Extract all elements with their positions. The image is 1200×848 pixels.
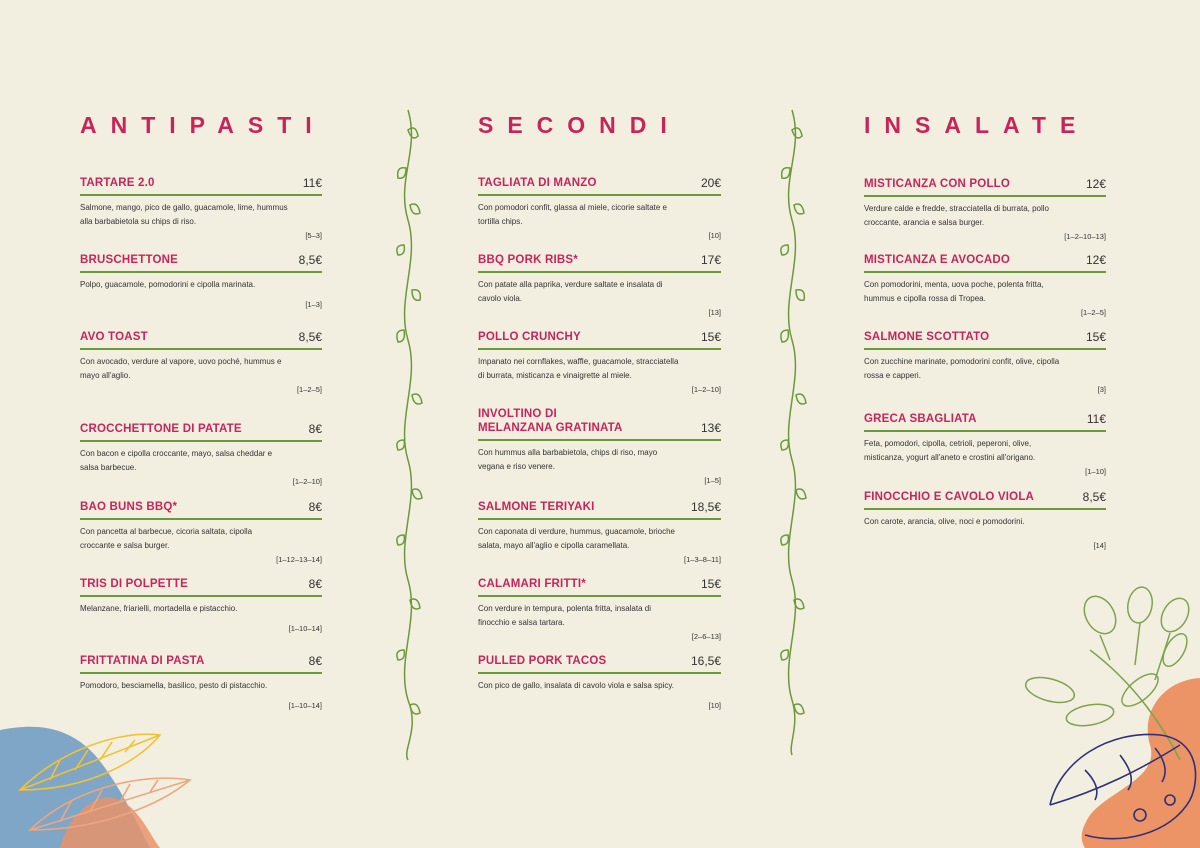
- menu-item-price: 18,5€: [690, 500, 721, 514]
- menu-item-description: Verdure calde e fredde, stracciatella di burrata, pollo croccante, arancia e salsa burger.: [864, 204, 1049, 227]
- menu-item-allergens: [1–2–5]: [1080, 308, 1106, 317]
- menu-item-name: MISTICANZA E AVOCADO: [864, 254, 1011, 266]
- menu-item-header: [80, 330, 322, 350]
- menu-item-description: Con pomodorini, menta, uova poche, polenta fritta, hummus e cipolla rossa di Tropea.: [864, 280, 1044, 303]
- menu-item-name: AVO TOAST: [80, 331, 148, 343]
- menu-item-allergens: [1–2–10–13]: [1064, 232, 1106, 241]
- menu-item-name: MISTICANZA CON POLLO: [864, 178, 1011, 190]
- menu-item-allergens: [14]: [1093, 541, 1106, 550]
- menu-item-price: 8€: [308, 422, 322, 436]
- menu-item-header: [478, 654, 721, 674]
- menu-item-allergens: [1–3–8–11]: [684, 555, 721, 564]
- menu-item-description: Polpo, guacamole, pomodorini e cipolla marinata.: [80, 280, 256, 289]
- menu-item-name: BRUSCHETTONE: [80, 254, 179, 266]
- menu-item-price: 11€: [1086, 412, 1106, 426]
- menu-item-header: [478, 253, 721, 273]
- menu-item-price: 11€: [302, 176, 322, 190]
- menu-item-name: INVOLTINO DI MELANZANA GRATINATA: [478, 408, 623, 434]
- vine-divider-left-icon: [397, 110, 422, 760]
- menu-item-description: Con carote, arancia, olive, noci e pomodorini.: [864, 517, 1025, 526]
- orange-blob-shape: [60, 797, 160, 848]
- menu-item-allergens: [5–3]: [305, 231, 322, 240]
- menu-item-price: 16,5€: [690, 654, 721, 668]
- menu-item-header: [478, 330, 721, 350]
- menu-item-header: [864, 330, 1106, 350]
- menu-item: [80, 577, 322, 634]
- menu-item-description: Con pomodori confit, glassa al miele, cicorie saltate e tortilla chips.: [478, 203, 667, 226]
- menu-item-header: [864, 412, 1106, 432]
- menu-item-name: FRITTATINA DI PASTA: [80, 655, 205, 667]
- menu-item-description: Feta, pomodori, cipolla, cetrioli, peperoni, olive, misticanza, yogurt all'aneto e crostini all'origano.: [864, 439, 1036, 462]
- menu-item-name: FINOCCHIO E CAVOLO VIOLA: [864, 491, 1035, 503]
- menu-item: [864, 490, 1106, 551]
- menu-item-header: [80, 253, 322, 273]
- yellow-leaf-icon: [20, 734, 160, 790]
- menu-item-price: 15€: [1085, 330, 1106, 344]
- menu-item-description: Con verdure in tempura, polenta fritta, insalata di finocchio e salsa tartara.: [478, 604, 651, 627]
- menu-item: [478, 654, 721, 711]
- menu-item: [864, 412, 1106, 477]
- menu-item: [478, 330, 721, 395]
- menu-item-allergens: [1–10–14]: [288, 701, 322, 710]
- menu-item-header: [80, 176, 322, 196]
- menu-item: [478, 176, 721, 241]
- menu-item-description: Con pancetta al barbecue, cicoria saltata, cipolla croccante e salsa burger.: [80, 527, 253, 550]
- menu-item: [80, 176, 322, 241]
- menu-item-description: Con hummus alla barbabietola, chips di riso, mayo vegana e riso venere.: [478, 448, 658, 471]
- menu-item: [80, 654, 322, 711]
- menu-item-header: [80, 422, 322, 442]
- menu-item-allergens: [13]: [708, 308, 721, 317]
- menu-item-header: [864, 490, 1106, 510]
- menu-item-description: Con avocado, verdure al vapore, uovo poché, hummus e mayo all'aglio.: [80, 357, 282, 380]
- menu-item-description: Melanzane, friarielli, mortadella e pistacchio.: [80, 604, 238, 613]
- menu-item-price: 12€: [1085, 253, 1106, 267]
- menu-item-description: Con zucchine marinate, pomodorini confit, olive, cipolla rossa e capperi.: [864, 357, 1060, 380]
- menu-item-name: SALMONE TERIYAKI: [478, 501, 595, 513]
- menu-item-description: Impanato nei cornflakes, waffle, guacamole, stracciatella di burrata, misticanza e vinaigrette al miele.: [478, 357, 679, 380]
- menu-item-allergens: [1–5]: [704, 476, 721, 485]
- menu-item: [864, 177, 1106, 242]
- menu-item-name: POLLO CRUNCHY: [478, 331, 581, 343]
- menu-item-allergens: [1–3]: [305, 300, 322, 309]
- menu-item-allergens: [3]: [1097, 385, 1106, 394]
- menu-item-header: [80, 654, 322, 674]
- menu-item-name: PULLED PORK TACOS: [478, 655, 607, 667]
- menu-item-description: Salmone, mango, pico de gallo, guacamole, lime, hummus alla barbabietola su chips di riso.: [80, 203, 288, 226]
- menu-item: [80, 422, 322, 487]
- menu-item: [864, 330, 1106, 395]
- menu-item-description: Con patate alla paprika, verdure saltate e insalata di cavolo viola.: [478, 280, 663, 303]
- menu-item-description: Pomodoro, besciamella, basilico, pesto di pistacchio.: [80, 681, 268, 690]
- menu-item: [80, 253, 322, 310]
- menu-item-header: [80, 577, 322, 597]
- menu-item-header: [80, 500, 322, 520]
- menu-item-allergens: [1–2–5]: [296, 385, 322, 394]
- peach-leaf-icon: [30, 778, 190, 830]
- menu-item-price: 15€: [700, 330, 721, 344]
- menu-item: [80, 330, 322, 395]
- menu-item-header: [864, 253, 1106, 273]
- menu-item-price: 15€: [700, 577, 721, 591]
- menu-item-allergens: [10]: [708, 701, 721, 710]
- menu-item-header: [478, 577, 721, 597]
- menu-item-header: [864, 177, 1106, 197]
- menu-item-name: TARTARE 2.0: [80, 177, 155, 189]
- menu-item-price: 8€: [308, 577, 322, 591]
- menu-item-allergens: [10]: [708, 231, 721, 240]
- monstera-leaf-icon: [1050, 734, 1196, 838]
- menu-item-allergens: [1–10–14]: [288, 624, 322, 633]
- menu-item-allergens: [1–2–10]: [292, 477, 322, 486]
- menu-item-name: BBQ PORK RIBS*: [478, 254, 578, 266]
- menu-item: [478, 407, 721, 486]
- menu-item-header: [478, 176, 721, 196]
- vine-divider-right-icon: [781, 110, 806, 755]
- menu-item-allergens: [1–2–10]: [691, 385, 721, 394]
- menu-item-price: 8,5€: [298, 253, 322, 267]
- menu-item-name: TRIS DI POLPETTE: [80, 578, 188, 590]
- menu-item-price: 8,5€: [298, 330, 322, 344]
- menu-item: [864, 253, 1106, 318]
- menu-item-name: BAO BUNS BBQ*: [80, 501, 178, 513]
- menu-item-price: 17€: [700, 253, 721, 267]
- menu-item-price: 8,5€: [1082, 490, 1106, 504]
- orange-blob-right-shape: [1082, 678, 1200, 848]
- menu-item-price: 8€: [308, 500, 322, 514]
- menu-item-description: Con bacon e cipolla croccante, mayo, salsa cheddar e salsa barbecue.: [80, 449, 273, 472]
- menu-item: [478, 253, 721, 318]
- menu-item-price: 8€: [308, 654, 322, 668]
- menu-item-header: [478, 500, 721, 520]
- section-title: SECONDI: [478, 112, 681, 138]
- menu-item-price: 12€: [1085, 177, 1106, 191]
- menu-item-name: CALAMARI FRITTI*: [478, 578, 586, 590]
- blue-blob-shape: [0, 727, 150, 848]
- green-branch-icon: [1023, 585, 1194, 760]
- menu-item: [478, 500, 721, 565]
- menu-item-name: SALMONE SCOTTATO: [864, 331, 990, 343]
- menu-item-description: Con caponata di verdure, hummus, guacamole, brioche salata, mayo all'aglio e cipolla caramellata.: [478, 527, 675, 550]
- menu-item: [478, 577, 721, 642]
- menu-item-allergens: [1–12–13–14]: [276, 555, 322, 564]
- section-title: ANTIPASTI: [80, 112, 326, 138]
- menu-item-price: 13€: [700, 421, 721, 435]
- menu-item-description: Con pico de gallo, insalata di cavolo viola e salsa spicy.: [478, 681, 674, 690]
- menu-item-name: GRECA SBAGLIATA: [864, 413, 977, 425]
- menu-item-name: TAGLIATA DI MANZO: [478, 177, 597, 189]
- menu-item-allergens: [1–10]: [1085, 467, 1106, 476]
- menu-item: [80, 500, 322, 565]
- menu-item-allergens: [2–6–13]: [691, 632, 721, 641]
- menu-item-header: [478, 407, 721, 441]
- section-title: INSALATE: [864, 112, 1090, 138]
- menu-item-name: CROCCHETTONE DI PATATE: [80, 423, 242, 435]
- menu-item-price: 20€: [700, 176, 721, 190]
